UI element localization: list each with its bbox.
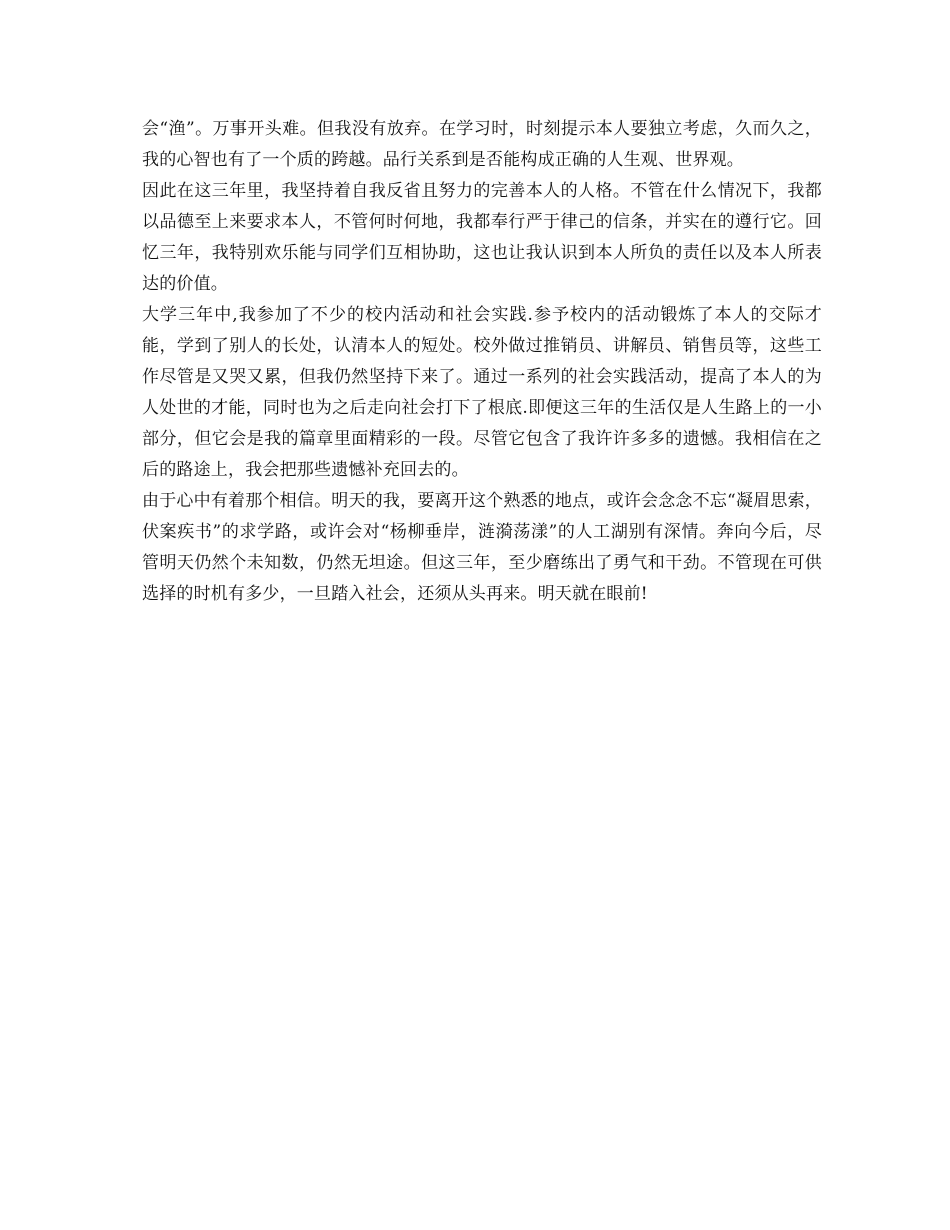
paragraph-4: 由于心中有着那个相信。明天的我，要离开这个熟悉的地点，或许会念念不忘“凝眉思索，伏案疾书”的求学路，或许会对“杨柳垂岸，涟漪荡漾”的人工湖别有深情。奔向今后，尽管明天仍然个未知数，仍然无坦途。但这三年，至少磨练出了勇气和干劲。不管现在可供选择的时机有多少，一旦踏入社会，还须从头再来。明天就在眼前! [142, 491, 822, 604]
paragraph-2: 因此在这三年里，我坚持着自我反省且努力的完善本人的人格。不管在什么情况下，我都以品德至上来要求本人，不管何时何地，我都奉行严于律己的信条，并实在的遵行它。回忆三年，我特别欢乐能与同学们互相协助，这也让我认识到本人所负的责任以及本人所表达的价值。 [142, 181, 822, 294]
paragraph-3: 大学三年中,我参加了不少的校内活动和社会实践.参予校内的活动锻炼了本人的交际才能，学到了别人的长处，认清本人的短处。校外做过推销员、讲解员、销售员等，这些工作尽管是又哭又累，但我仍然坚持下来了。通过一系列的社会实践活动，提高了本人的为人处世的才能，同时也为之后走向社会打下了根底.即便这三年的生活仅是人生路上的一小部分，但它会是我的篇章里面精彩的一段。尽管它包含了我许许多多的遗憾。我相信在之后的路途上，我会把那些遗憾补充回去的。 [142, 305, 822, 480]
document-body [142, 114, 822, 610]
paragraph-1: 会“渔”。万事开头难。但我没有放弃。在学习时，时刻提示本人要独立考虑，久而久之，我的心智也有了一个质的跨越。品行关系到是否能构成正确的人生观、世界观。 [142, 119, 822, 170]
